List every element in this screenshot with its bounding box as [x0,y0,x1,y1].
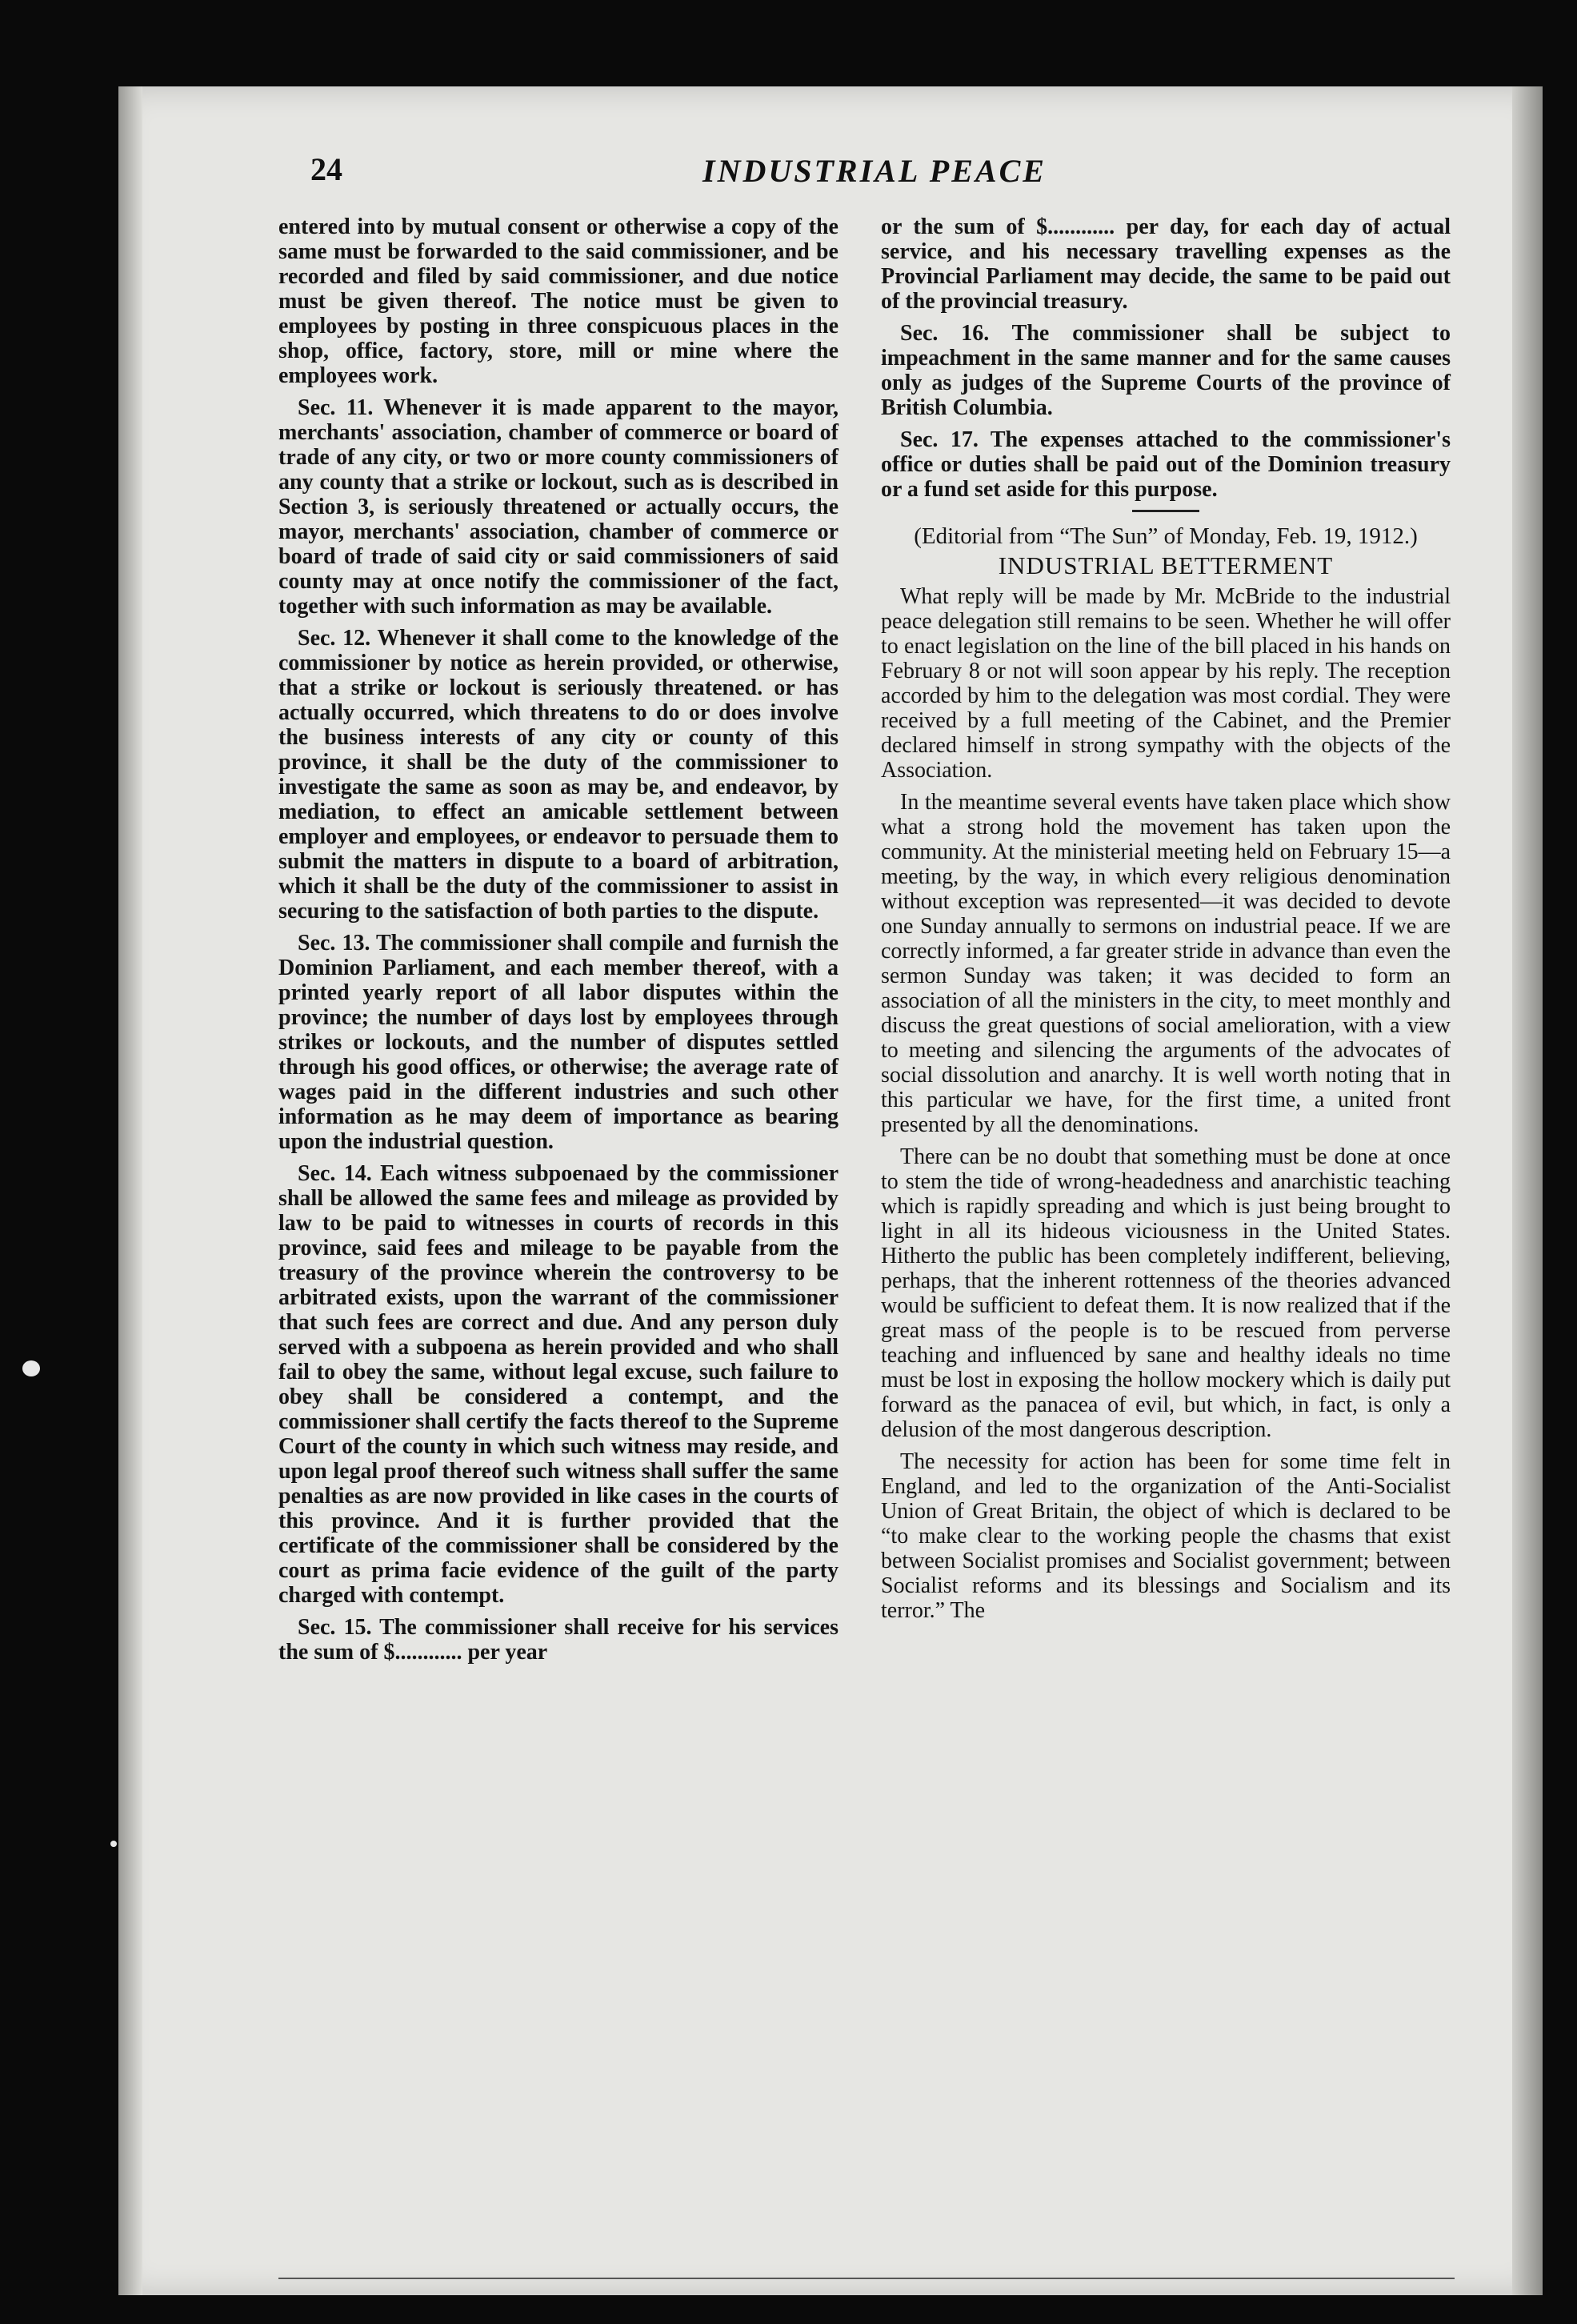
divider-rule [1132,510,1199,512]
document-page [118,86,1543,2295]
section-11: Sec. 11. Whenever it is made apparent to the mayor, merchants' association, chamber of commerce or board of trade of any city, or two or more county commissioners of any county that a strike or lockout, such as is described in Section 3, is seriously threatened or actually occurs, the mayor, merchants' association, chamber of commerce or board of trade of said city or said commissioners of said county may at once notify the commissioner of the fact, together with such information as may be available. [278,395,839,619]
section-14: Sec. 14. Each witness subpoenaed by the commissioner shall be allowed the same fees and mileage as provided by law to be paid to witnesses in courts of records in this province, said fees and mileage to be payable from the treasury of the province wherein the controversy to be arbitrated exists, upon the warrant of the commissioner that such fees are correct and due. And any person duly served with a subpoena as herein provided and who shall fail to obey the same, without legal excuse, such failure to obey shall be considered a contempt, and the commissioner shall certify the facts thereof to the Supreme Court of the county in which such witness may reside, and upon legal proof thereof such witness shall suffer the same penalties as are now provided in like cases in the courts of this province. And it is further provided that the certificate of the commissioner shall be considered by the court as prima facie evidence of the guilt of the party charged with contempt. [278,1161,839,1608]
editorial-paragraph: The necessity for action has been for some time felt in England, and led to the organization of the Anti-Socialist Union of Great Britain, the object of which is declared to be “to make clear to the working people the chasms that exist between Socialist promises and Socialist government; between Socialist reforms and its blessings and Socialism and its terror.” The [881,1449,1451,1623]
editorial-paragraph: There can be no doubt that something must be done at once to stem the tide of wrong-headedness and anarchistic teaching which is rapidly spreading and which is just being brought to light in all its hideous viciousness in the United States. Hitherto the public has been completely indifferent, believing, perhaps, that the inherent rottenness of the theories advanced would be sufficient to defeat them. It is now realized that if the great mass of the people is to be rescued from perverse teaching and influenced by sane and healthy ideals no time must be lost in exposing the hollow mockery which is daily put forward as the panacea of evil, but which, in fact, is only a delusion of the most dangerous description. [881,1144,1451,1442]
editorial-paragraph: What reply will be made by Mr. McBride to the industrial peace delegation still remains to be seen. Whether he will offer to enact legislation on the line of the bill placed in his hands on February 8 or not will soon appear by his reply. The reception accorded by him to the delegation was most cordial. They were received by a full meeting of the Cabinet, and the Premier declared himself in strong sympathy with the objects of the Association. [881,584,1451,783]
page-edge-shadow [1512,86,1543,2295]
scan-speck [110,1841,117,1847]
scan-speck [22,1360,40,1376]
editorial-source: (Editorial from “The Sun” of Monday, Feb. 19, 1912.) [914,523,1418,549]
section-16: Sec. 16. The commissioner shall be subject to impeachment in the same manner and for the same causes only as judges of the Supreme Courts of the province of British Columbia. [881,321,1451,420]
section-13: Sec. 13. The commissioner shall compile and furnish the Dominion Parliament, and each member thereof, with a printed yearly report of all labor disputes within the province; the number of days lost by employees through strikes or lockouts, and the number of disputes settled through his good offices, or otherwise; the average rate of wages paid in the different industries and such other information as he may deem of importance as bearing upon the industrial question. [278,931,839,1154]
editorial-paragraph: In the meantime several events have taken place which show what a strong hold the movement has taken upon the community. At the ministerial meeting held on February 15—a meeting, by the way, in which every religious denomination without exception was represented—it was decided to devote one Sunday annually to sermons on industrial peace. If we are correctly informed, a far greater stride in advance than even the sermon Sunday was taken; it was decided to form an association of all the ministers in the city, to meet monthly and discuss the great questions of social amelioration, with a view to meeting and silencing the arguments of the advocates of social dissolution and anarchy. It is well worth noting that in this particular we have, for the first time, a united front presented by all the denominations. [881,790,1451,1137]
page-binding-shadow [118,86,142,2295]
running-title: INDUSTRIAL PEACE [702,153,1047,189]
left-column [278,214,839,1672]
section-15: Sec. 15. The commissioner shall receive for his services the sum of $............ per year [278,1615,839,1665]
paragraph-continued: entered into by mutual consent or otherwise a copy of the same must be forwarded to the said commissioner, and be recorded and filed by said commissioner, and due notice must be given thereof. The notice must be given to employees by posting in three conspicuous places in the shop, office, factory, store, mill or mine where the employees work. [278,214,839,388]
section-17: Sec. 17. The expenses attached to the commissioner's office or duties shall be paid out of the Dominion treasury or a fund set aside for this purpose. [881,427,1451,502]
section-15-continued: or the sum of $............ per day, for each day of actual service, and his necessary travelling expenses as the Provincial Parliament may decide, the same to be paid out of the provincial treasury. [881,214,1451,314]
section-12: Sec. 12. Whenever it shall come to the knowledge of the commissioner by notice as herein provided, or otherwise, that a strike or lockout is seriously threatened. or has actually occurred, which threatens to do or does involve the business interests of any city or county of this province, it shall be the duty of the commissioner to investigate the same as soon as may be, and endeavor, by mediation, to effect an amicable settlement between employer and employees, or endeavor to persuade them to submit the matters in dispute to a board of arbitration, which it shall be the duty of the commissioner to assist in securing to the satisfaction of both parties to the dispute. [278,626,839,924]
page-bottom-line [278,2278,1455,2279]
page-number: 24 [310,151,342,187]
right-column [881,214,1451,1630]
editorial-body [881,584,1451,1623]
editorial-heading: INDUSTRIAL BETTERMENT [998,551,1334,579]
